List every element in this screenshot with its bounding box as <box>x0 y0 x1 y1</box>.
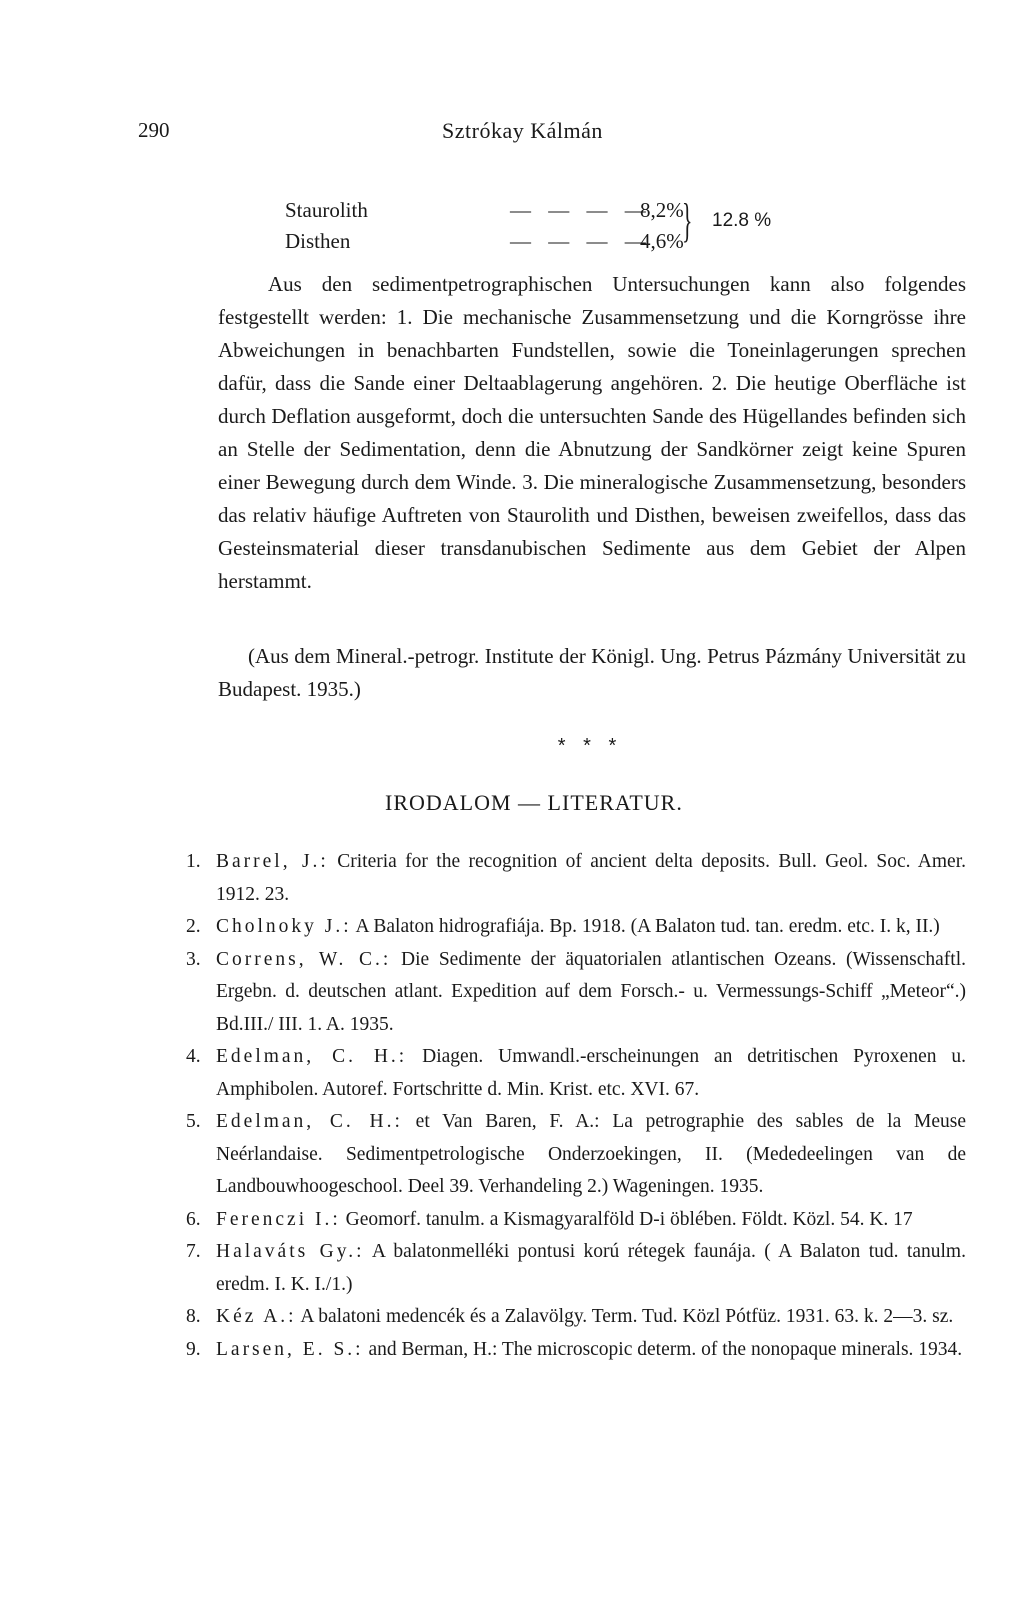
reference-text: A balatoni medencék és a Zalavölgy. Term. Tud. Közl Pótfüz. 1931. 63. k. 2—3. sz. <box>300 1306 954 1327</box>
reference-item <box>186 1236 966 1301</box>
reference-author: Barrel, J.: <box>216 851 329 872</box>
reference-author: Ferenczi I.: <box>216 1208 341 1230</box>
reference-number: 7. <box>186 1241 201 1262</box>
reference-text: et Van Baren, F. A.: La petrographie des sables de la Meuse Neérlandaise. Sedimentpetrologische Onderzoekingen, II. (Mededeelingen van de Landbouwhoogeschool. Deel 39. Verhandeling 2.) Wageningen. 1935. <box>216 1111 966 1197</box>
conclusion-paragraph <box>218 268 966 598</box>
page-number: 290 <box>138 118 170 142</box>
brace-symbol: } <box>682 194 693 247</box>
reference-author: Cholnoky J.: <box>216 916 352 937</box>
reference-number: 1. <box>186 851 201 872</box>
reference-text: Geomorf. tanulm. a Kismagyaralföld D-i öblében. Földt. Közl. 54. K. 17 <box>345 1208 913 1230</box>
reference-number: 8. <box>186 1306 201 1327</box>
reference-number: 9. <box>186 1338 201 1360</box>
section-title: IRODALOM — LITERATUR. <box>385 790 683 815</box>
reference-item <box>186 846 966 911</box>
reference-list <box>186 846 966 1366</box>
reference-number: 5. <box>186 1111 201 1132</box>
mineral-percent: 8,2% <box>640 198 684 222</box>
reference-item <box>186 1106 966 1204</box>
running-head: Sztrókay Kálmán <box>442 118 603 143</box>
reference-item <box>186 1334 966 1367</box>
mineral-percent: 4,6% <box>640 229 684 253</box>
mineral-dashes: — — — — <box>510 198 652 222</box>
reference-text: and Berman, H.: The microscopic determ. of the nonopaque minerals. 1934. <box>368 1338 963 1360</box>
reference-number: 4. <box>186 1046 201 1067</box>
mineral-total: 12.8 % <box>712 210 772 231</box>
reference-item <box>186 944 966 1042</box>
reference-author: Edelman, C. H.: <box>216 1046 408 1067</box>
body-text: Aus den sedimentpetrographischen Untersuchungen kann also folgendes festgestellt werden: 1. Die mechanische Zusammensetzung und die Korngrösse ihre Abweichungen in benachbarten Fundstellen, sowie die Toneinlagerungen sprechen dafür, dass die Sande einer Deltaablagerung angehören. 2. Die heutige Oberfläche ist durch Deflation ausgeformt, doch die untersuchten Sande des Hügellandes befinden sich an Stelle der Sedimentation, denn die Abnutzung der Sandkörner zeigt keine Spuren einer Bewegung durch dem Winde. 3. Die mineralogische Zusammensetzung, besonders das relativ häufige Auftreten von Staurolith und Disthen, beweisen zweifellos, dass das Gesteinsmaterial dieser transdanubischen Sedimente aus dem Gebiet der Alpen herstammt. <box>218 272 966 593</box>
reference-author: Kéz A.: <box>216 1306 297 1327</box>
reference-number: 3. <box>186 948 201 970</box>
reference-author: Larsen, E. S.: <box>216 1338 364 1360</box>
reference-item <box>186 1204 966 1237</box>
reference-text: A Balaton hidrografiája. Bp. 1918. (A Balaton tud. tan. eredm. etc. I. k, II.) <box>355 916 940 937</box>
reference-author: Correns, W. C.: <box>216 948 392 970</box>
reference-number: 6. <box>186 1208 201 1230</box>
reference-text: Diagen. Umwandl.-erscheinungen an detritischen Pyroxenen u. Amphibolen. Autoref. Fortschritte d. Min. Krist. etc. XVI. 67. <box>216 1046 966 1100</box>
affiliation-note <box>218 640 966 706</box>
reference-text: Criteria for the recognition of ancient delta deposits. Bull. Geol. Soc. Amer. 1912. 23. <box>216 851 966 905</box>
reference-author: Halaváts Gy.: <box>216 1241 365 1262</box>
reference-author: Edelman, C. H.: <box>216 1111 403 1132</box>
reference-text: A balatonmelléki pontusi korú rétegek faunája. ( A Balaton tud. tanulm. eredm. I. K. I./1.) <box>216 1241 966 1295</box>
mineral-name: Staurolith <box>285 198 368 222</box>
reference-number: 2. <box>186 916 201 937</box>
reference-text: Die Sedimente der äquatorialen atlantischen Ozeans. (Wissenschaftl. Ergebn. d. deutschen atlant. Expedition auf dem Forsch.- u. Vermessungs-Schiff „Meteor“.) Bd.III./ III. 1. A. 1935. <box>216 948 966 1035</box>
reference-item <box>186 1041 966 1106</box>
mineral-dashes: — — — — <box>510 229 652 253</box>
reference-item <box>186 1301 966 1334</box>
affiliation-text: (Aus dem Mineral.-petrogr. Institute der Königl. Ung. Petrus Pázmány Universität zu Budapest. 1935.) <box>218 644 966 701</box>
mineral-name: Disthen <box>285 229 351 253</box>
section-separator: * * * <box>557 735 623 757</box>
reference-item <box>186 911 966 944</box>
